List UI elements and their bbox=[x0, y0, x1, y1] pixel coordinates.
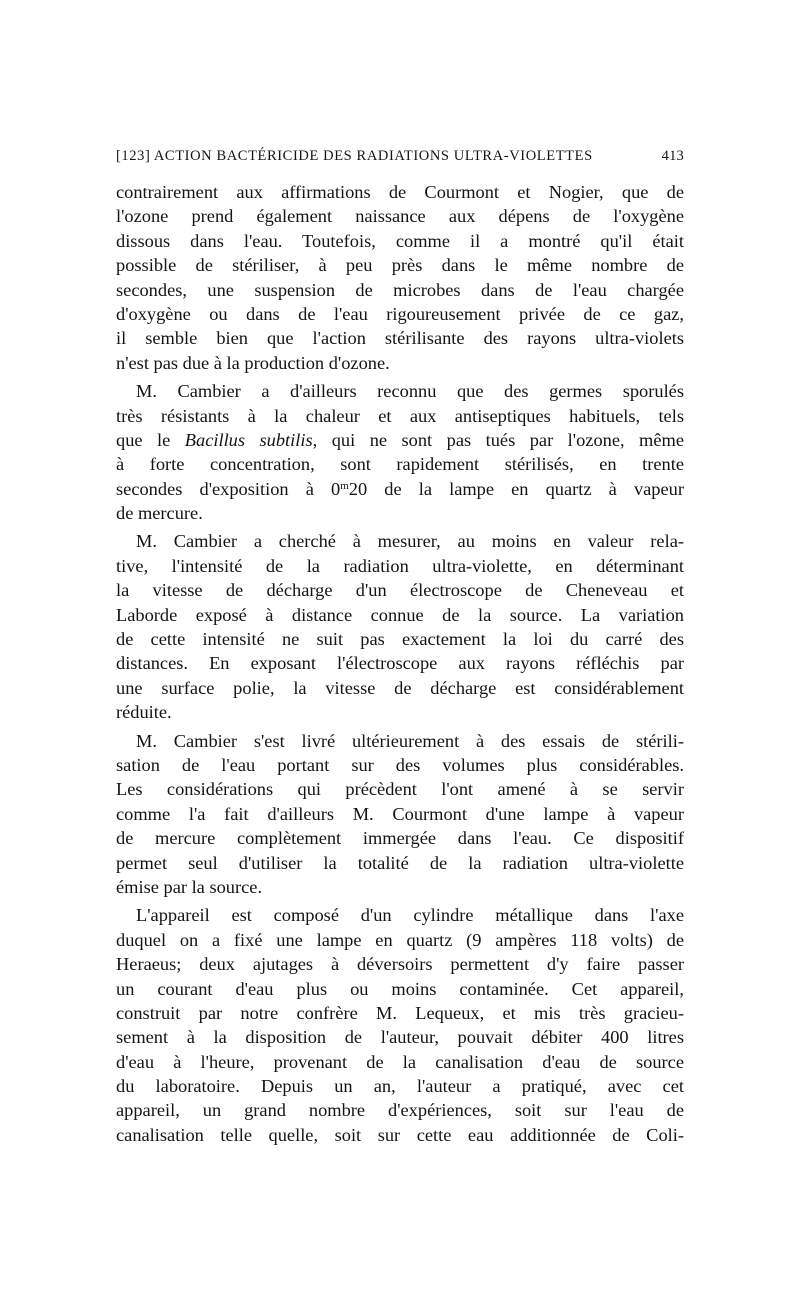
text-line: sement à la disposition de l'auteur, pouvait débiter 400 litres bbox=[116, 1027, 684, 1048]
text-line: sation de l'eau portant sur des volumes plus considérables. bbox=[116, 754, 684, 775]
book-page bbox=[116, 146, 684, 1147]
text-line: la vitesse de décharge d'un électroscope de Cheneveau et bbox=[116, 580, 684, 601]
text-line: secondes, une suspension de microbes dans de l'eau chargée bbox=[116, 279, 684, 300]
text-line: n'est pas due à la production d'ozone. bbox=[116, 352, 390, 373]
text-line: réduite. bbox=[116, 702, 172, 723]
text-span: secondes d'exposition à 0 bbox=[116, 478, 341, 499]
text-span: , qui ne sont pas tués par l'ozone, même bbox=[312, 429, 684, 450]
text-line: L'appareil est composé d'un cylindre métallique dans l'axe bbox=[136, 905, 684, 926]
paragraph-5 bbox=[116, 903, 684, 1147]
text-line: un courant d'eau plus ou moins contaminée. Cet appareil, bbox=[116, 978, 684, 999]
section-ref: [123] bbox=[116, 148, 151, 164]
text-line: canalisation telle quelle, soit sur cette eau additionnée de Coli- bbox=[116, 1124, 684, 1145]
text-line: une surface polie, la vitesse de décharge est considérablement bbox=[116, 677, 684, 698]
text-line: construit par notre confrère M. Lequeux, et mis très gracieu- bbox=[116, 1002, 684, 1023]
paragraph-1 bbox=[116, 180, 684, 375]
running-head-left bbox=[116, 146, 593, 166]
text-line: contrairement aux affirmations de Courmont et Nogier, que de bbox=[116, 182, 684, 202]
text-line: d'oxygène ou dans de l'eau rigoureusement privée de ce gaz, bbox=[116, 303, 684, 324]
text-line: duquel on a fixé une lampe en quartz (9 ampères 118 volts) de bbox=[116, 929, 684, 950]
text-line: appareil, un grand nombre d'expériences, soit sur l'eau de bbox=[116, 1100, 684, 1121]
text-line: possible de stériliser, à peu près dans le même nombre de bbox=[116, 255, 684, 276]
unit-superscript: m bbox=[340, 479, 349, 492]
running-head bbox=[116, 146, 684, 170]
text-line bbox=[116, 477, 684, 501]
running-head-title: ACTION BACTÉRICIDE DES RADIATIONS ULTRA-VIOLETTES bbox=[153, 148, 593, 164]
text-span: 20 de la lampe en quartz à vapeur bbox=[348, 478, 684, 499]
text-line: M. Cambier a cherché à mesurer, au moins en valeur rela- bbox=[136, 531, 684, 552]
text-line: à forte concentration, sont rapidement stérilisés, en trente bbox=[116, 454, 684, 475]
text-line bbox=[116, 428, 684, 452]
paragraph-3 bbox=[116, 529, 684, 724]
text-line: distances. En exposant l'électroscope aux rayons réfléchis par bbox=[116, 653, 684, 674]
text-line: de mercure complètement immergée dans l'eau. Ce dispositif bbox=[116, 828, 684, 849]
text-line: très résistants à la chaleur et aux antiseptiques habituels, tels bbox=[116, 405, 684, 426]
text-line: d'eau à l'heure, provenant de la canalisation d'eau de source bbox=[116, 1051, 684, 1072]
text-line: l'ozone prend également naissance aux dépens de l'oxygène bbox=[116, 206, 684, 227]
text-line: Les considérations qui précèdent l'ont amené à se servir bbox=[116, 779, 684, 800]
text-line: il semble bien que l'action stérilisante des rayons ultra-violets bbox=[116, 328, 684, 349]
text-line: émise par la source. bbox=[116, 876, 263, 897]
text-line: permet seul d'utiliser la totalité de la radiation ultra-violette bbox=[116, 852, 684, 873]
text-line: M. Cambier s'est livré ultérieurement à des essais de stérili- bbox=[136, 730, 684, 751]
page-number: 413 bbox=[661, 148, 684, 164]
text-line: de cette intensité ne suit pas exactement la loi du carré des bbox=[116, 629, 684, 650]
text-line: dissous dans l'eau. Toutefois, comme il a montré qu'il était bbox=[116, 230, 684, 251]
paragraph-2 bbox=[116, 379, 684, 525]
text-line: comme l'a fait d'ailleurs M. Courmont d'une lampe à vapeur bbox=[116, 803, 684, 824]
text-line: Laborde exposé à distance connue de la source. La variation bbox=[116, 604, 684, 625]
text-line: du laboratoire. Depuis un an, l'auteur a pratiqué, avec cet bbox=[116, 1076, 684, 1097]
text-line: Heraeus; deux ajutages à déversoirs permettent d'y faire passer bbox=[116, 954, 684, 975]
species-name: Bacillus subtilis bbox=[184, 429, 313, 450]
paragraph-4 bbox=[116, 729, 684, 900]
text-line: de mercure. bbox=[116, 503, 203, 524]
text-line: M. Cambier a d'ailleurs reconnu que des germes sporulés bbox=[136, 381, 684, 402]
text-span: que le bbox=[116, 429, 185, 450]
text-line: tive, l'intensité de la radiation ultra-violette, en déterminant bbox=[116, 555, 684, 576]
